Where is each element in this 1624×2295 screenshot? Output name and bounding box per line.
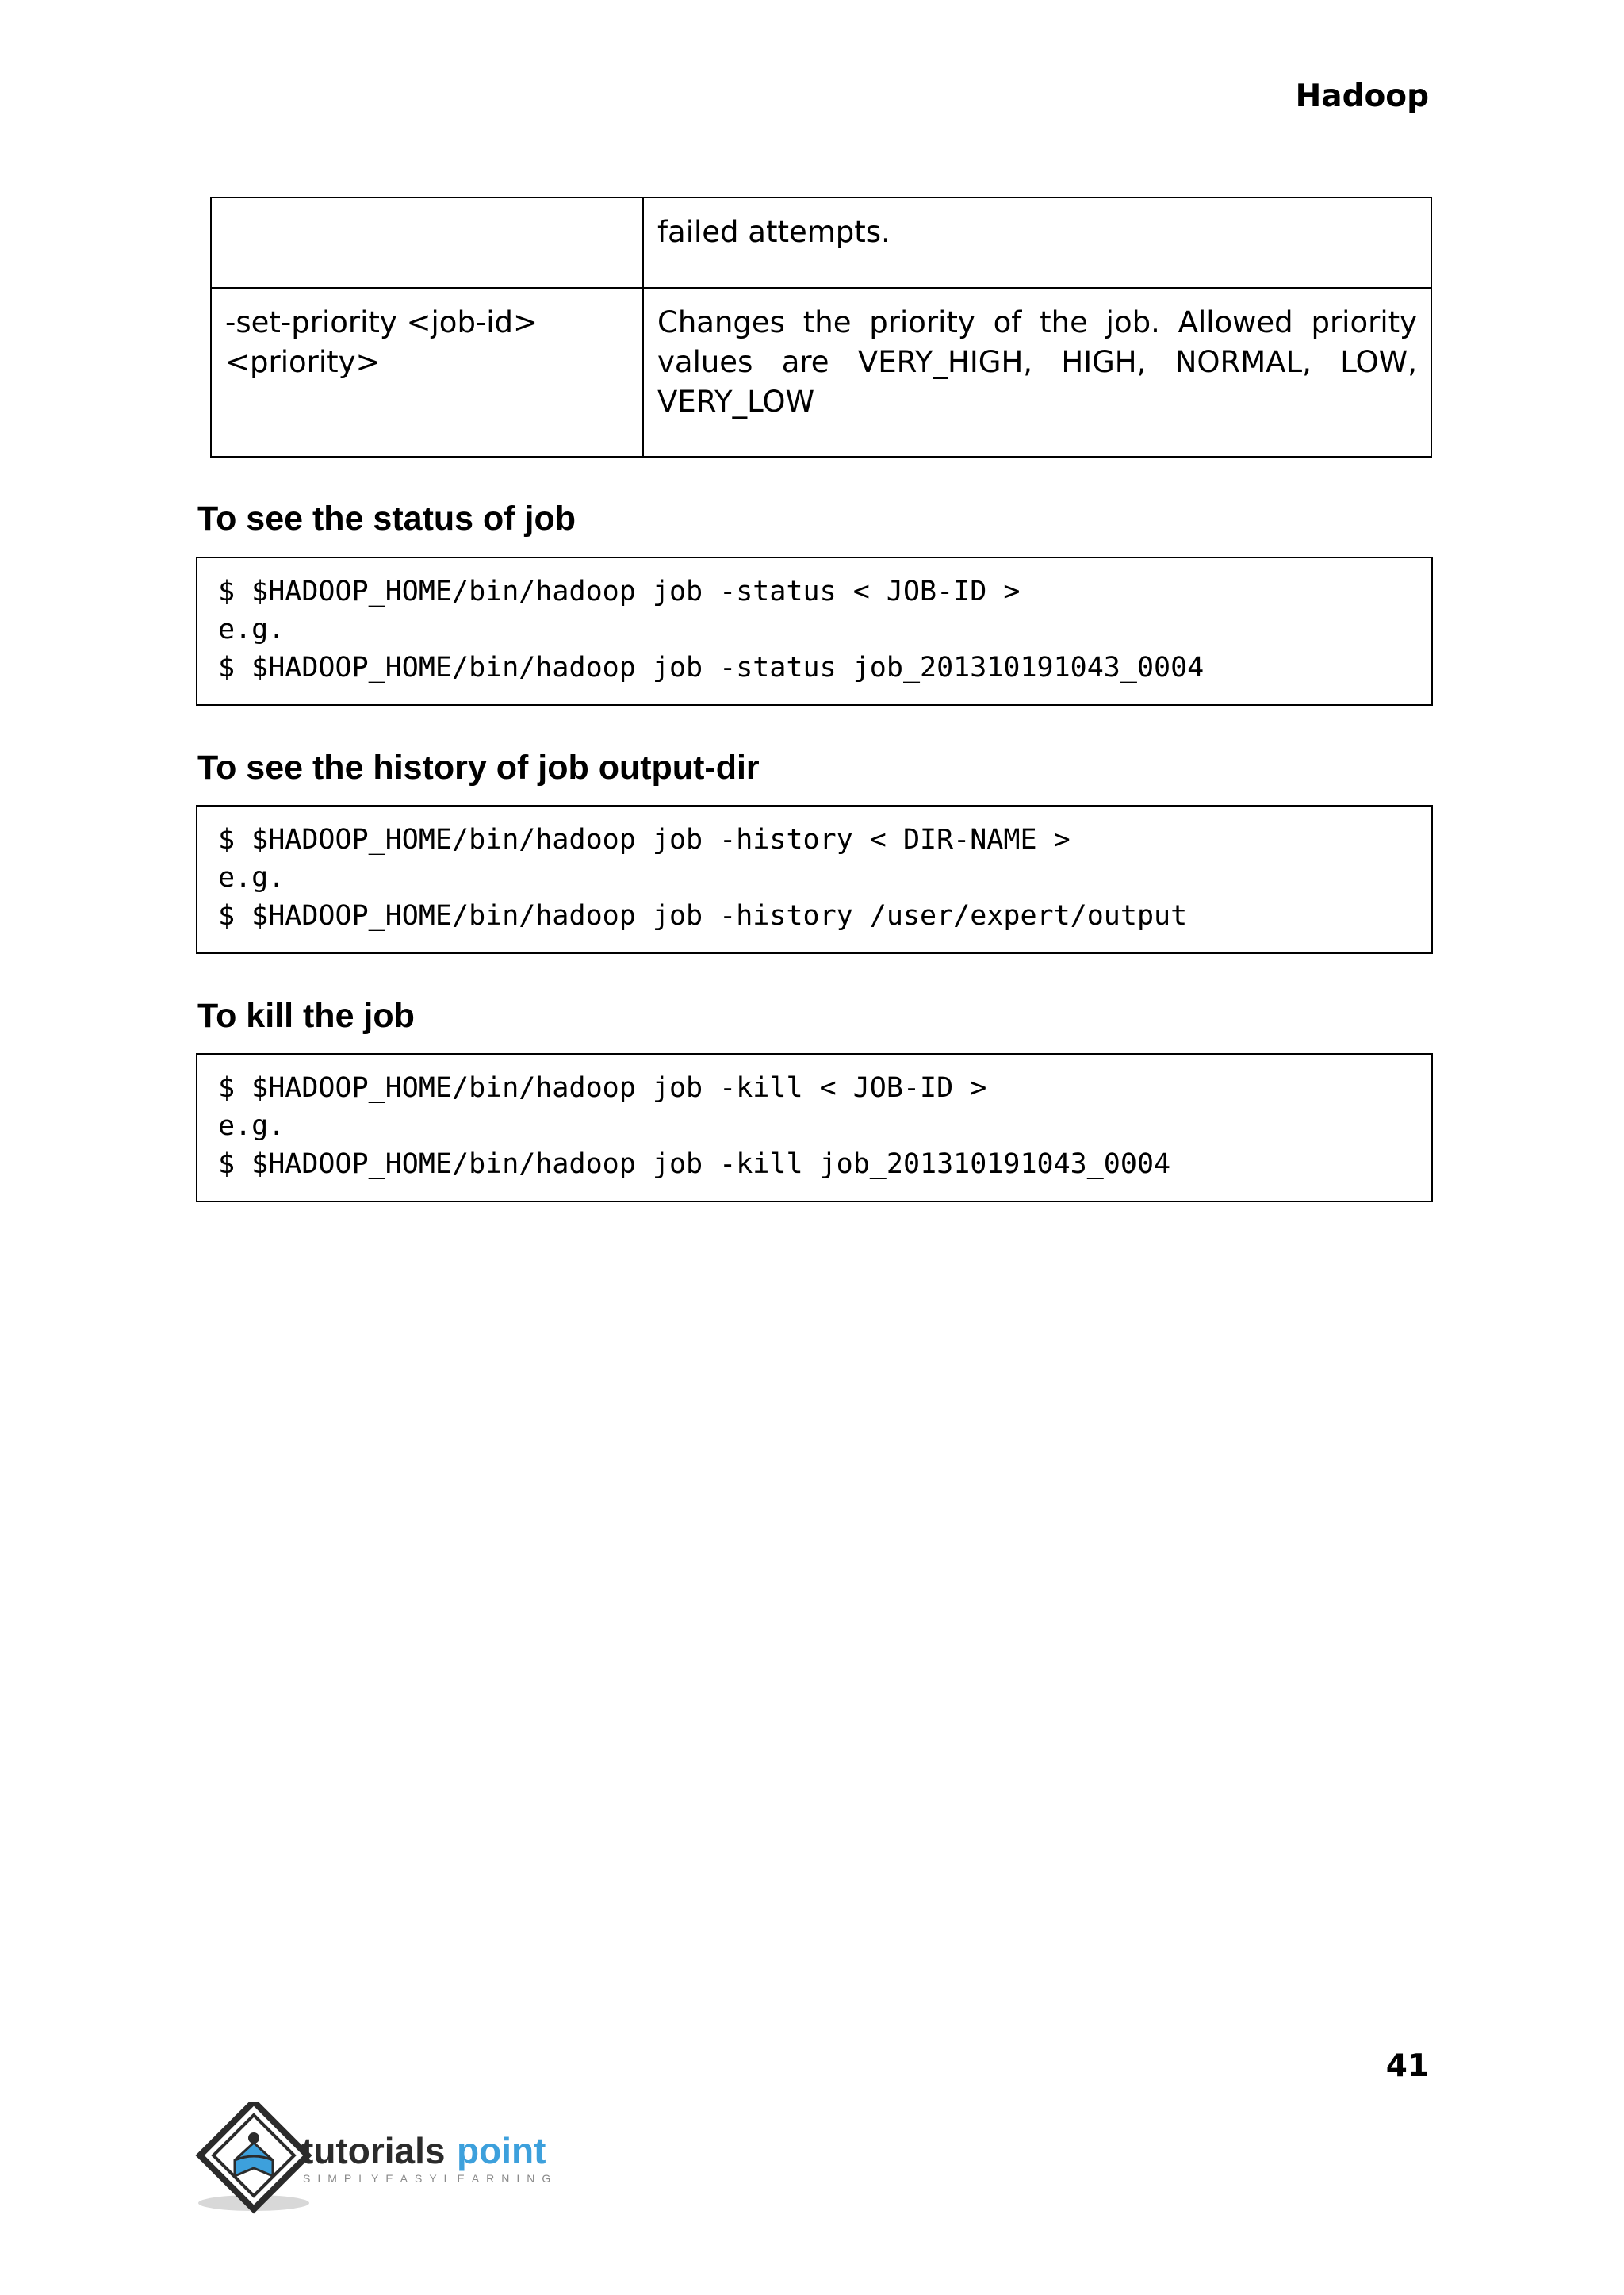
logo-wordmark-tutorials: tutorials: [301, 2130, 446, 2171]
code-line: $ $HADOOP_HOME/bin/hadoop job -history /user/expert/output: [218, 900, 1188, 932]
code-line: $ $HADOOP_HOME/bin/hadoop job -kill job_201310191043_0004: [218, 1148, 1171, 1180]
section-heading-status: To see the status of job: [197, 500, 576, 538]
table-row: [211, 197, 1431, 288]
code-block-status: [196, 557, 1433, 706]
description-cell: Changes the priority of the job. Allowed priority values are VERY_HIGH, HIGH, NORMAL, LOW, VERY_LOW: [643, 288, 1431, 457]
option-line: -set-priority <job-id>: [225, 305, 538, 339]
options-table: [210, 197, 1432, 458]
option-cell: [211, 288, 643, 457]
running-header: Hadoop: [1295, 79, 1429, 114]
code-line: $ $HADOOP_HOME/bin/hadoop job -status job_201310191043_0004: [218, 652, 1205, 684]
code-line: e.g.: [218, 614, 285, 646]
logo-wordmark-point: point: [457, 2130, 546, 2171]
page-number: 41: [1385, 2048, 1429, 2084]
option-cell: [211, 197, 643, 288]
code-line: $ $HADOOP_HOME/bin/hadoop job -history < DIR-NAME >: [218, 824, 1071, 856]
table-row: [211, 288, 1431, 457]
code-line: e.g.: [218, 1110, 285, 1142]
code-line: e.g.: [218, 862, 285, 894]
tutorialspoint-logo: [190, 2102, 571, 2220]
logo-tagline: SIMPLYEASYLEARNING: [303, 2172, 558, 2185]
code-line: $ $HADOOP_HOME/bin/hadoop job -status < JOB-ID >: [218, 576, 1021, 607]
section-heading-kill: To kill the job: [197, 997, 415, 1035]
code-block-kill: [196, 1053, 1433, 1202]
option-line: <priority>: [225, 345, 381, 379]
code-block-history: [196, 805, 1433, 954]
code-line: $ $HADOOP_HOME/bin/hadoop job -kill < JOB-ID >: [218, 1072, 987, 1104]
section-heading-history: To see the history of job output-dir: [197, 749, 760, 787]
description-cell: failed attempts.: [643, 197, 1431, 288]
